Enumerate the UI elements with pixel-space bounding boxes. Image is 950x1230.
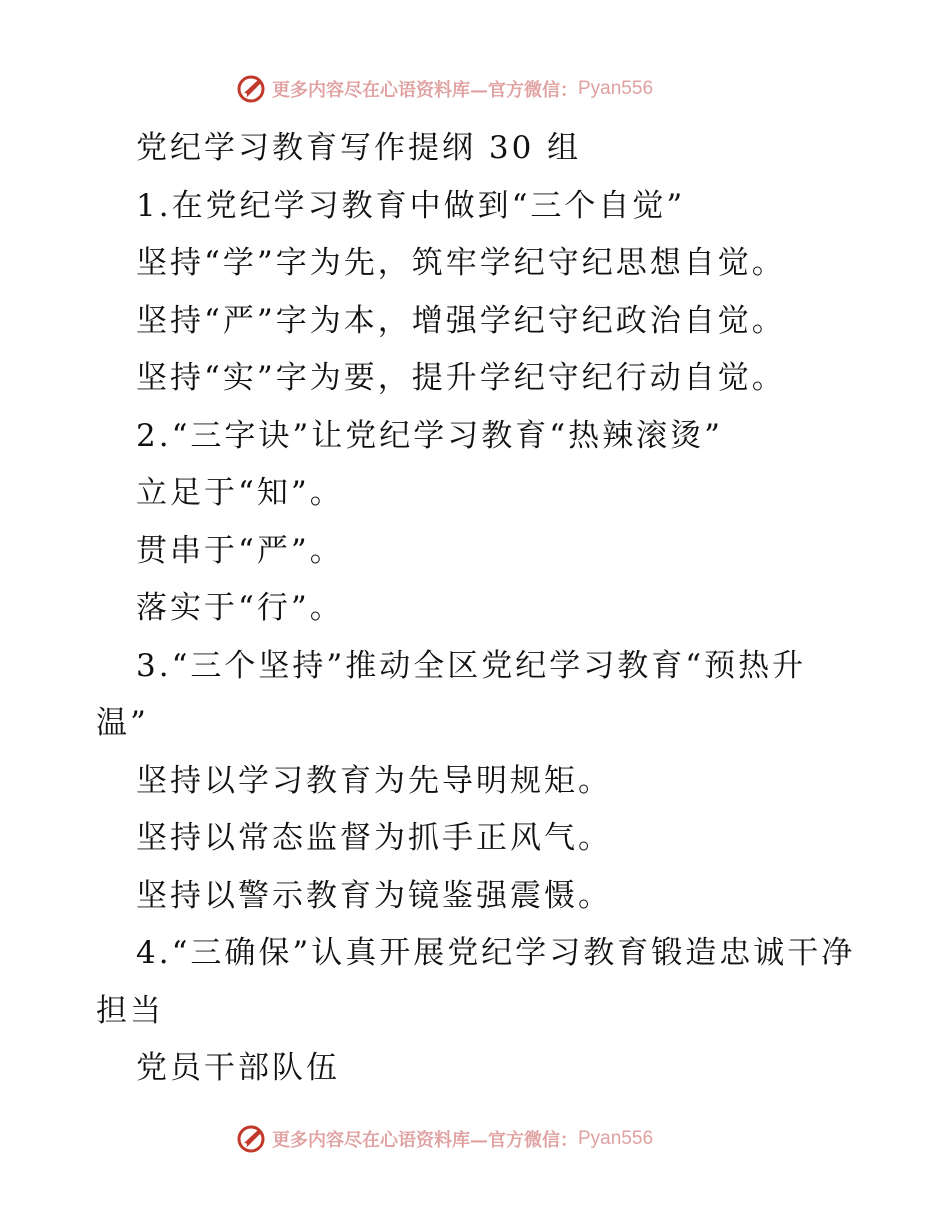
- paragraph: 贯串于“严”。: [136, 532, 344, 569]
- watermark-text: 更多内容尽在心语资料库—官方微信：: [272, 1130, 578, 1151]
- logo-icon: [236, 74, 266, 104]
- paragraph: 坚持“实”字为要，提升学纪守纪行动自觉。: [136, 360, 786, 396]
- section-heading: 2.“三字诀”让党纪学习教育“热辣滚烫”: [136, 417, 723, 454]
- paragraph: 坚持以常态监督为抓手正风气。: [136, 820, 612, 856]
- paragraph: 党员干部队伍: [136, 1050, 340, 1086]
- paragraph: 坚持以学习教育为先导明规矩。: [136, 762, 612, 799]
- paragraph: 坚持以警示教育为镜鉴强震慑。: [136, 877, 612, 914]
- section-heading: 3.“三个坚持”推动全区党纪学习教育“预热升温”: [96, 647, 807, 741]
- paragraph: 坚持“严”字为本，增强学纪守纪政治自觉。: [136, 302, 786, 339]
- paragraph: 落实于“行”。: [136, 590, 344, 626]
- paragraph: 立足于“知”。: [136, 475, 344, 511]
- logo-icon: [236, 1124, 266, 1154]
- paragraph: 坚持“学”字为先，筑牢学纪守纪思想自觉。: [136, 245, 786, 281]
- document-title: 党纪学习教育写作提纲 30 组: [136, 130, 582, 166]
- header-watermark: [236, 72, 716, 106]
- watermark-text: 更多内容尽在心语资料库—官方微信：: [272, 80, 578, 101]
- watermark-account: Pyan556: [578, 1128, 654, 1149]
- section-heading: 1.在党纪学习教育中做到“三个自觉”: [136, 187, 686, 224]
- footer-watermark: [236, 1122, 716, 1156]
- section-heading: 4.“三确保”认真开展党纪学习教育锻造忠诚干净担当: [96, 935, 856, 1029]
- document-body: [96, 120, 856, 1098]
- watermark-account: Pyan556: [578, 78, 654, 99]
